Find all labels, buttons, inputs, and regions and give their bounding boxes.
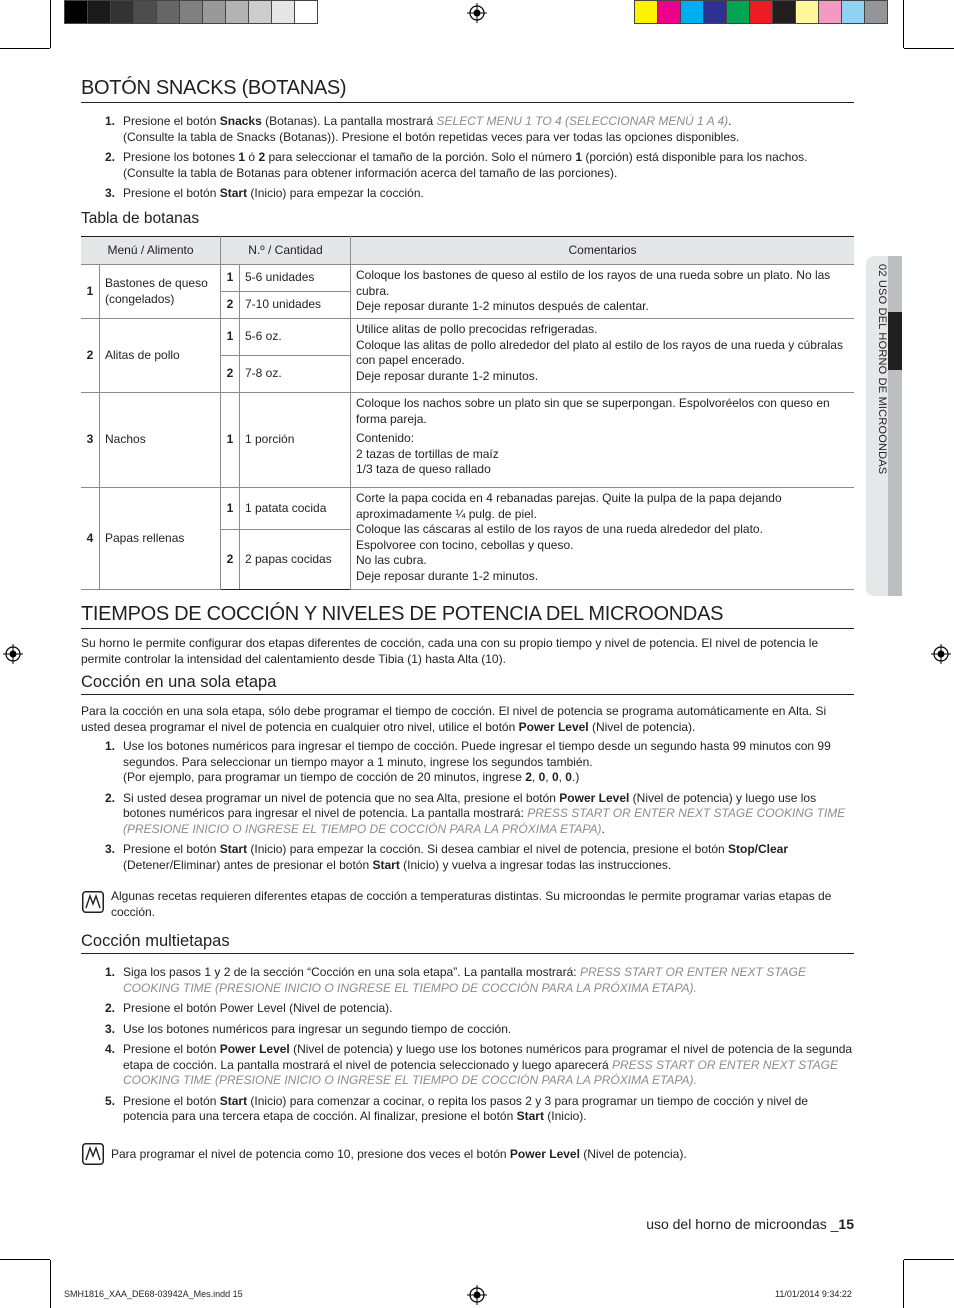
comment-line: Deje reposar durante 1-2 minutos después de calentar. — [356, 299, 649, 313]
food-name: Bastones de queso (congelados) — [100, 265, 221, 319]
print-date: 11/01/2014 9:34:22 — [775, 1289, 852, 1299]
quantity-value: 2 papas cocidas — [240, 530, 351, 590]
gray-swatch-strip — [64, 0, 318, 24]
comment-line: 2 tazas de tortillas de maíz — [356, 446, 499, 461]
color-swatch-strip — [634, 0, 888, 24]
step-item: 1. Siga los pasos 1 y 2 de la sección “Cocción en una sola etapa”. La pantalla mostrará: PRESS START OR ENTER NEXT STAGE COOKING TIME (PRESIONE INICIO O INGRESE EL TIEMPO DE COCCIÓN PARA LA PRÓXIMA ETAPA). — [105, 965, 806, 995]
quantity-value: 7-8 oz. — [240, 356, 351, 393]
color-swatch — [203, 0, 226, 24]
registration-mark-icon — [931, 644, 951, 664]
comment-line: 1/3 taza de queso rallado — [356, 462, 491, 476]
section-title-snacks: BOTÓN SNACKS (BOTANAS) — [81, 77, 854, 103]
quantity-number: 1 — [221, 265, 240, 292]
crop-mark — [904, 1259, 954, 1260]
chapter-side-tab — [866, 256, 902, 596]
step-number: 4. — [105, 1042, 116, 1056]
table-row — [81, 319, 854, 356]
header-menu: Menú / Alimento — [81, 237, 221, 265]
crop-mark — [50, 1260, 51, 1308]
quantity-number: 2 — [221, 530, 240, 590]
comment-line: Utilice alitas de pollo precocidas refrigeradas. — [356, 322, 598, 336]
comment-line: Espolvoree con tocino, cebollas y queso. — [356, 537, 574, 552]
header-quantity: N.º / Cantidad — [221, 237, 351, 265]
crop-mark — [0, 48, 50, 49]
step-number: 2. — [105, 1001, 116, 1015]
header-comments: Comentarios — [351, 237, 855, 265]
color-swatch — [157, 0, 180, 24]
multistage-note: Para programar el nivel de potencia como 10, presione dos veces el botón Power Level (Nivel de potencia). — [111, 1147, 687, 1161]
step-item: 2. Presione el botón Power Level (Nivel de potencia). — [105, 1001, 393, 1015]
color-swatch — [295, 0, 318, 24]
quantity-value: 5-6 oz. — [240, 319, 351, 356]
food-name: Nachos — [100, 393, 221, 488]
color-swatch — [64, 0, 88, 24]
crop-mark — [903, 1260, 904, 1308]
color-swatch — [134, 0, 157, 24]
quantity-number: 1 — [221, 393, 240, 488]
quantity-value: 1 porción — [240, 393, 351, 488]
food-name: Alitas de pollo — [100, 319, 221, 393]
color-swatch — [796, 0, 819, 24]
step-number: 2. — [105, 790, 116, 805]
color-swatch — [704, 0, 727, 24]
table-row — [81, 488, 854, 530]
row-number: 3 — [81, 393, 100, 488]
print-file-name: SMH1816_XAA_DE68-03942A_Mes.indd 15 — [64, 1289, 243, 1299]
quantity-value: 5-6 unidades — [240, 265, 351, 292]
single-stage-intro: Para la cocción en una sola etapa, sólo debe programar el tiempo de cocción. El nivel de potencia se programa automáticamente en Alta. Si usted desea programar el nivel de potencia en cualquier otro nivel, utilice el botón Power Level (Nivel de potencia). — [81, 704, 827, 734]
crop-mark — [50, 0, 51, 48]
step-item: 2. Presione los botones 1 ó 2 para seleccionar el tamaño de la porción. Solo el número 1 (porción) está disponible para los nachos. (Consulte la tabla de Botanas para obtener información acerca del tamaño de las porciones). — [105, 150, 808, 180]
color-swatch — [842, 0, 865, 24]
step-number: 3. — [105, 1021, 116, 1036]
comment-line: Deje reposar durante 1-2 minutos. — [356, 368, 539, 383]
multistage-steps — [81, 965, 854, 1130]
section2-intro: Su horno le permite configurar dos etapas diferentes de cocción, cada una con su propio tiempo y nivel de potencia. El nivel de potencia le permite controlar la intensidad del calentamiento desde Tibia (1) hasta Alta (10). — [81, 636, 819, 666]
page-number: 15 — [838, 1216, 854, 1232]
snacks-steps — [81, 114, 854, 207]
color-swatch — [180, 0, 203, 24]
section-title-cooking-times: TIEMPOS DE COCCIÓN Y NIVELES DE POTENCIA DEL MICROONDAS — [81, 603, 854, 629]
step-item: 2. Si usted desea programar un nivel de potencia que no sea Alta, presione el botón Power Level (Nivel de potencia) y luego use los botones numéricos para ingresar el nivel de potencia. La pantalla mostrará: PRESS START OR ENTER NEXT STAGE COOKING TIME (PRESIONE INICIO O INGRESE EL TIEMPO DE COCCIÓN PARA LA PRÓXIMA ETAPA). — [105, 790, 846, 836]
table-row — [81, 265, 854, 292]
color-swatch — [681, 0, 704, 24]
color-swatch — [634, 0, 658, 24]
color-swatch — [727, 0, 750, 24]
single-stage-steps — [81, 739, 854, 878]
step-item: 1. Presione el botón Snacks (Botanas). La pantalla mostrará SELECT MENU 1 TO 4 (SELECCIONAR MENÚ 1 A 4). (Consulte la tabla de Snacks (Botanas)). Presione el botón repetidas veces para ver todas las opciones disponibles. — [105, 114, 740, 144]
color-swatch — [272, 0, 295, 24]
quantity-number: 1 — [221, 488, 240, 530]
comment-line: Coloque los bastones de queso al estilo de los rayos de una rueda sobre un plato. No las cubra. — [356, 268, 831, 298]
quantity-number: 1 — [221, 319, 240, 356]
crop-mark — [903, 0, 904, 48]
table-row — [81, 393, 854, 488]
step-number: 1. — [105, 739, 116, 753]
row-number: 2 — [81, 319, 100, 393]
food-name: Papas rellenas — [100, 488, 221, 590]
quantity-number: 2 — [221, 356, 240, 393]
comment-line: Contenido: — [356, 431, 415, 445]
crop-mark — [904, 48, 954, 49]
color-swatch — [111, 0, 134, 24]
chapter-tab-label: 02 USO DEL HORNO DE MICROONDAS — [876, 264, 888, 475]
step-item: 5. Presione el botón Start (Inicio) para comenzar a cocinar, o repita los pasos 2 y 3 para programar un tiempo de cocción y nivel de potencia para una tercera etapa de cocción. Al finalizar, presione el botón Start (Inicio). — [105, 1093, 809, 1123]
comment-line: Coloque las cáscaras al estilo de los rayos de una rueda alrededor del plato. — [356, 522, 763, 536]
registration-mark-icon — [467, 1285, 487, 1305]
comment-line: Coloque los nachos sobre un plato sin que se superpongan. Espolvoréelos con queso en forma pareja. — [356, 396, 830, 426]
registration-mark-icon — [3, 644, 23, 664]
step-item: 3. Use los botones numéricos para ingresar un segundo tiempo de cocción. — [105, 1021, 512, 1036]
comment-line: No las cubra. — [356, 553, 427, 567]
table-title: Tabla de botanas — [81, 210, 200, 227]
comment-line: Deje reposar durante 1-2 minutos. — [356, 568, 539, 583]
row-number: 4 — [81, 488, 100, 590]
color-swatch — [249, 0, 272, 24]
row-number: 1 — [81, 265, 100, 319]
step-number: 1. — [105, 965, 116, 979]
color-swatch — [750, 0, 773, 24]
quantity-number: 2 — [221, 292, 240, 319]
step-number: 5. — [105, 1093, 116, 1108]
comments-cell — [351, 393, 855, 488]
color-swatch — [773, 0, 796, 24]
color-swatch — [819, 0, 842, 24]
step-number: 1. — [105, 114, 116, 128]
comment-line: Coloque las alitas de pollo alrededor del plato al estilo de los rayos de una rueda y cúbralas con papel encerado. — [356, 337, 843, 367]
step-item: 4. Presione el botón Power Level (Nivel de potencia) y luego use los botones numéricos para programar el nivel de potencia de la segunda etapa de cocción. La pantalla mostrará el nivel de potencia seleccionado y luego aparecerá PRESS START OR ENTER NEXT STAGE COOKING TIME (PRESIONE INICIO O INGRESE EL TIEMPO DE COCCIÓN PARA LA PRÓXIMA ETAPA). — [105, 1042, 853, 1087]
step-number: 3. — [105, 186, 116, 200]
color-swatch — [658, 0, 681, 24]
note-icon — [82, 891, 104, 913]
subsection-title-multistage: Cocción multietapas — [81, 932, 854, 954]
step-item: 1. Use los botones numéricos para ingresar el tiempo de cocción. Puede ingresar el tiempo desde un segundo hasta 99 minutos con 99 segundos. Para seleccionar un tiempo mayor a 1 minuto, ingrese los segundos también. (Por ejemplo, para programar un tiempo de cocción de 20 minutos, ingrese 2, 0, 0, 0.) — [105, 739, 831, 784]
page-footer: uso del horno de microondas _15 — [646, 1216, 854, 1232]
snacks-table — [81, 236, 854, 590]
step-number: 2. — [105, 150, 116, 164]
step-item: 3. Presione el botón Start (Inicio) para empezar la cocción. — [105, 186, 424, 200]
single-stage-note: Algunas recetas requieren diferentes etapas de cocción a temperaturas distintas. Su microondas le permite programar varias etapas de cocción. — [111, 889, 832, 919]
comment-line: Corte la papa cocida en 4 rebanadas parejas. Quite la pulpa de la papa dejando aproximadamente ¼ pulg. de piel. — [356, 491, 782, 521]
comments-cell — [351, 488, 855, 590]
subsection-title-single-stage: Cocción en una sola etapa — [81, 673, 854, 695]
quantity-value: 7-10 unidades — [240, 292, 351, 319]
comments-cell — [351, 319, 855, 393]
color-swatch — [88, 0, 111, 24]
color-swatch — [865, 0, 888, 24]
step-item: 3. Presione el botón Start (Inicio) para empezar la cocción. Si desea cambiar el nivel de potencia, presione el botón Stop/Clear (Detener/Eliminar) antes de presionar el botón Start (Inicio) y vuelva a ingresar todas las instrucciones. — [105, 842, 789, 872]
quantity-value: 1 patata cocida — [240, 488, 351, 530]
crop-mark — [0, 1259, 50, 1260]
registration-mark-icon — [467, 3, 487, 23]
comments-cell — [351, 265, 855, 319]
note-icon — [82, 1143, 104, 1165]
color-swatch — [226, 0, 249, 24]
step-number: 3. — [105, 842, 116, 856]
